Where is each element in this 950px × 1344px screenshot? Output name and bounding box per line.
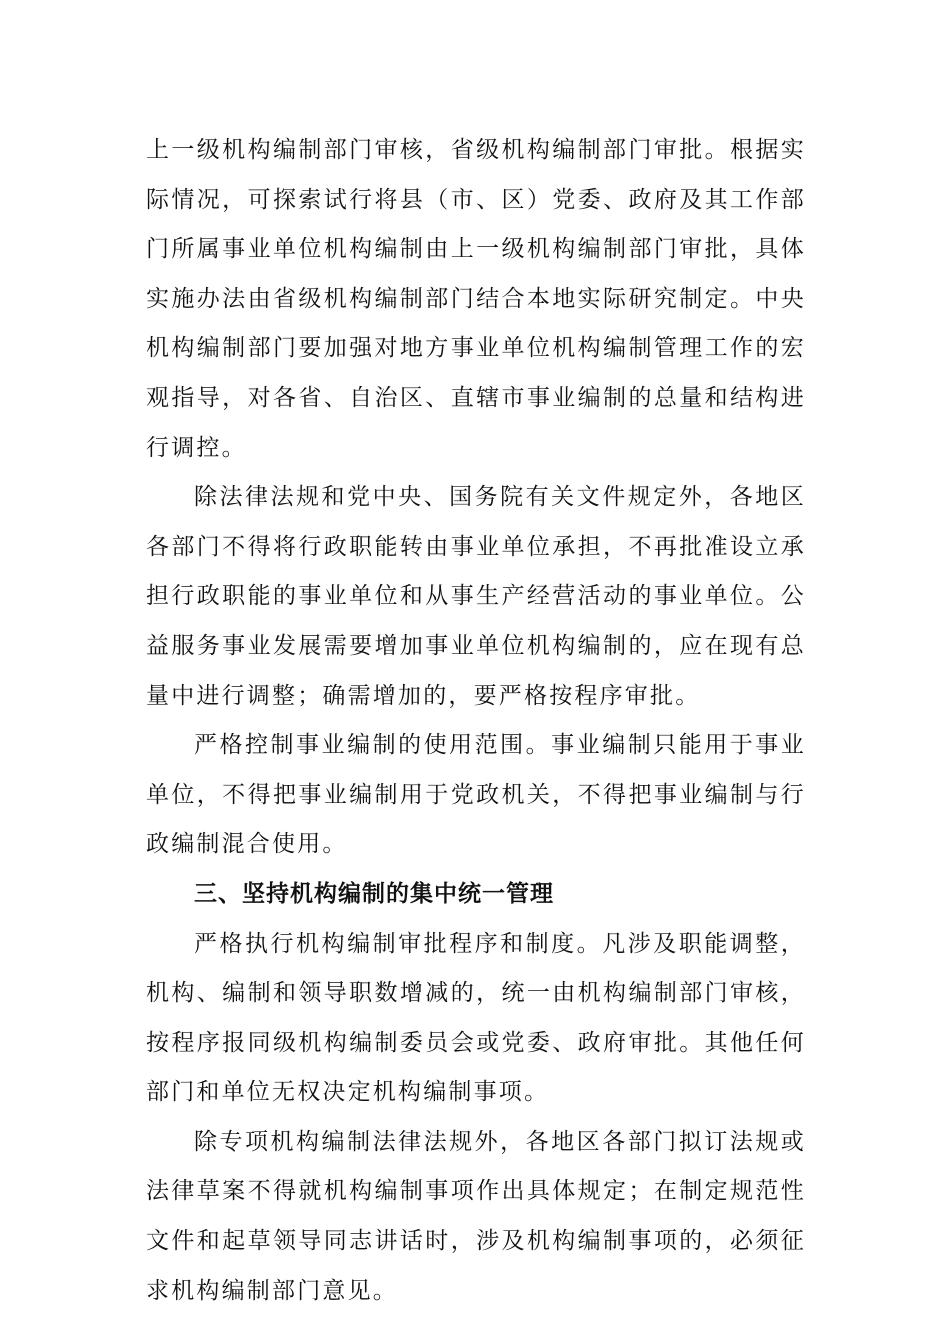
paragraph-4: 严格执行机构编制审批程序和制度。凡涉及职能调整，机构、编制和领导职数增减的，统一由机构编制部门审核，按程序报同级机构编制委员会或党委、政府审批。其他任何部门和单位无权决定机构编制事项。 [146, 930, 806, 1106]
paragraph-3: 严格控制事业编制的使用范围。事业编制只能用于事业单位，不得把事业编制用于党政机关，不得把事业编制与行政编制混合使用。 [146, 732, 806, 858]
paragraph-continued: 上一级机构编制部门审核，省级机构编制部门审批。根据实际情况，可探索试行将县（市、区）党委、政府及其工作部门所属事业单位机构编制由上一级机构编制部门审批，具体实施办法由省级机构编制部门结合本地实际研究制定。中央机构编制部门要加强对地方事业单位机构编制管理工作的宏观指导，对各省、自治区、直辖市事业编制的总量和结构进行调控。 [146, 137, 806, 461]
document-body [146, 126, 806, 1316]
section-heading: 三、坚持机构编制的集中统一管理 [194, 880, 554, 907]
paragraph-2: 除法律法规和党中央、国务院有关文件规定外，各地区各部门不得将行政职能转由事业单位承担，不再批准设立承担行政职能的事业单位和从事生产经营活动的事业单位。公益服务事业发展需要增加事业单位机构编制的，应在现有总量中进行调整；确需增加的，要严格按程序审批。 [146, 484, 806, 709]
paragraph-5: 除专项机构编制法律法规外，各地区各部门拟订法规或法律草案不得就机构编制事项作出具体规定；在制定规范性文件和起草领导同志讲话时，涉及机构编制事项的，必须征求机构编制部门意见。 [146, 1128, 806, 1304]
